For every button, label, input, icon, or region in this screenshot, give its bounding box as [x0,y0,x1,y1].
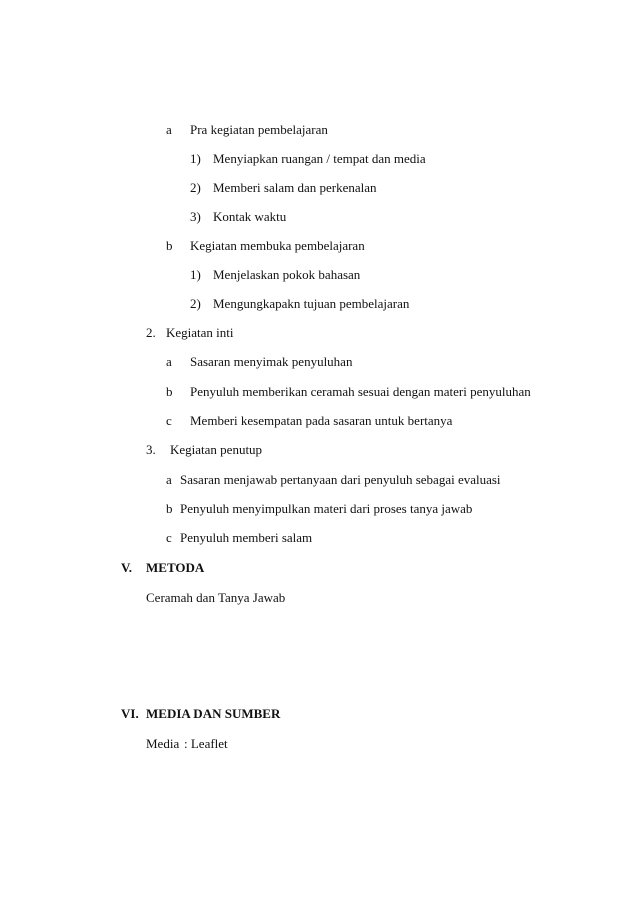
section-numeral: VI. [121,706,139,721]
list-item [166,354,352,370]
item-marker: c [166,413,172,428]
section-penutup [146,442,262,458]
heading-metoda [121,560,204,576]
item-marker: a [166,122,172,137]
section-inti [146,325,234,341]
item-marker: 3) [190,209,201,224]
list-item-pra [166,122,328,138]
item-text: Penyuluh memberi salam [180,530,313,545]
section-heading: METODA [146,560,205,575]
list-item [190,296,409,312]
item-text: Menjelaskan pokok bahasan [213,267,361,282]
item-text: Pra kegiatan pembelajaran [190,122,328,137]
item-marker: 3. [146,442,156,457]
heading-media [121,706,280,722]
list-item [166,384,531,400]
item-marker: b [166,238,173,253]
list-item [190,209,286,225]
item-marker: 2) [190,180,201,195]
item-text: Menyiapkan ruangan / tempat dan media [213,151,426,166]
media-row [146,736,228,752]
item-text: Kontak waktu [213,209,287,224]
metoda-body: Ceramah dan Tanya Jawab [146,590,286,605]
item-text: Kegiatan inti [166,325,234,340]
list-item [166,530,312,546]
item-text: Sasaran menjawab pertanyaan dari penyuluh sebagai evaluasi [180,472,501,487]
media-value: : Leaflet [184,736,228,751]
item-marker: 2. [146,325,156,340]
item-text: Memberi kesempatan pada sasaran untuk bertanya [190,413,453,428]
item-marker: 1) [190,151,201,166]
list-item [190,267,360,283]
item-marker: 2) [190,296,201,311]
item-marker: b [166,501,173,516]
item-text: Penyuluh menyimpulkan materi dari proses tanya jawab [180,501,473,516]
item-marker: 1) [190,267,201,282]
list-item [166,472,501,488]
list-item [190,151,426,167]
item-marker: c [166,530,172,545]
item-marker: b [166,384,173,399]
item-text: Sasaran menyimak penyuluhan [190,354,353,369]
section-heading: MEDIA DAN SUMBER [146,706,281,721]
section-numeral: V. [121,560,132,575]
item-text: Kegiatan penutup [170,442,263,457]
list-item [166,413,452,429]
list-item [190,180,377,196]
item-marker: a [166,472,172,487]
item-text: Kegiatan membuka pembelajaran [190,238,365,253]
item-text: Penyuluh memberikan ceramah sesuai dengan materi penyuluhan [190,384,531,399]
item-text: Memberi salam dan perkenalan [213,180,377,195]
item-marker: a [166,354,172,369]
item-text: Mengungkapakn tujuan pembelajaran [213,296,410,311]
list-item [166,501,472,517]
list-item-pembuka [166,238,365,254]
media-label: Media [146,736,180,751]
